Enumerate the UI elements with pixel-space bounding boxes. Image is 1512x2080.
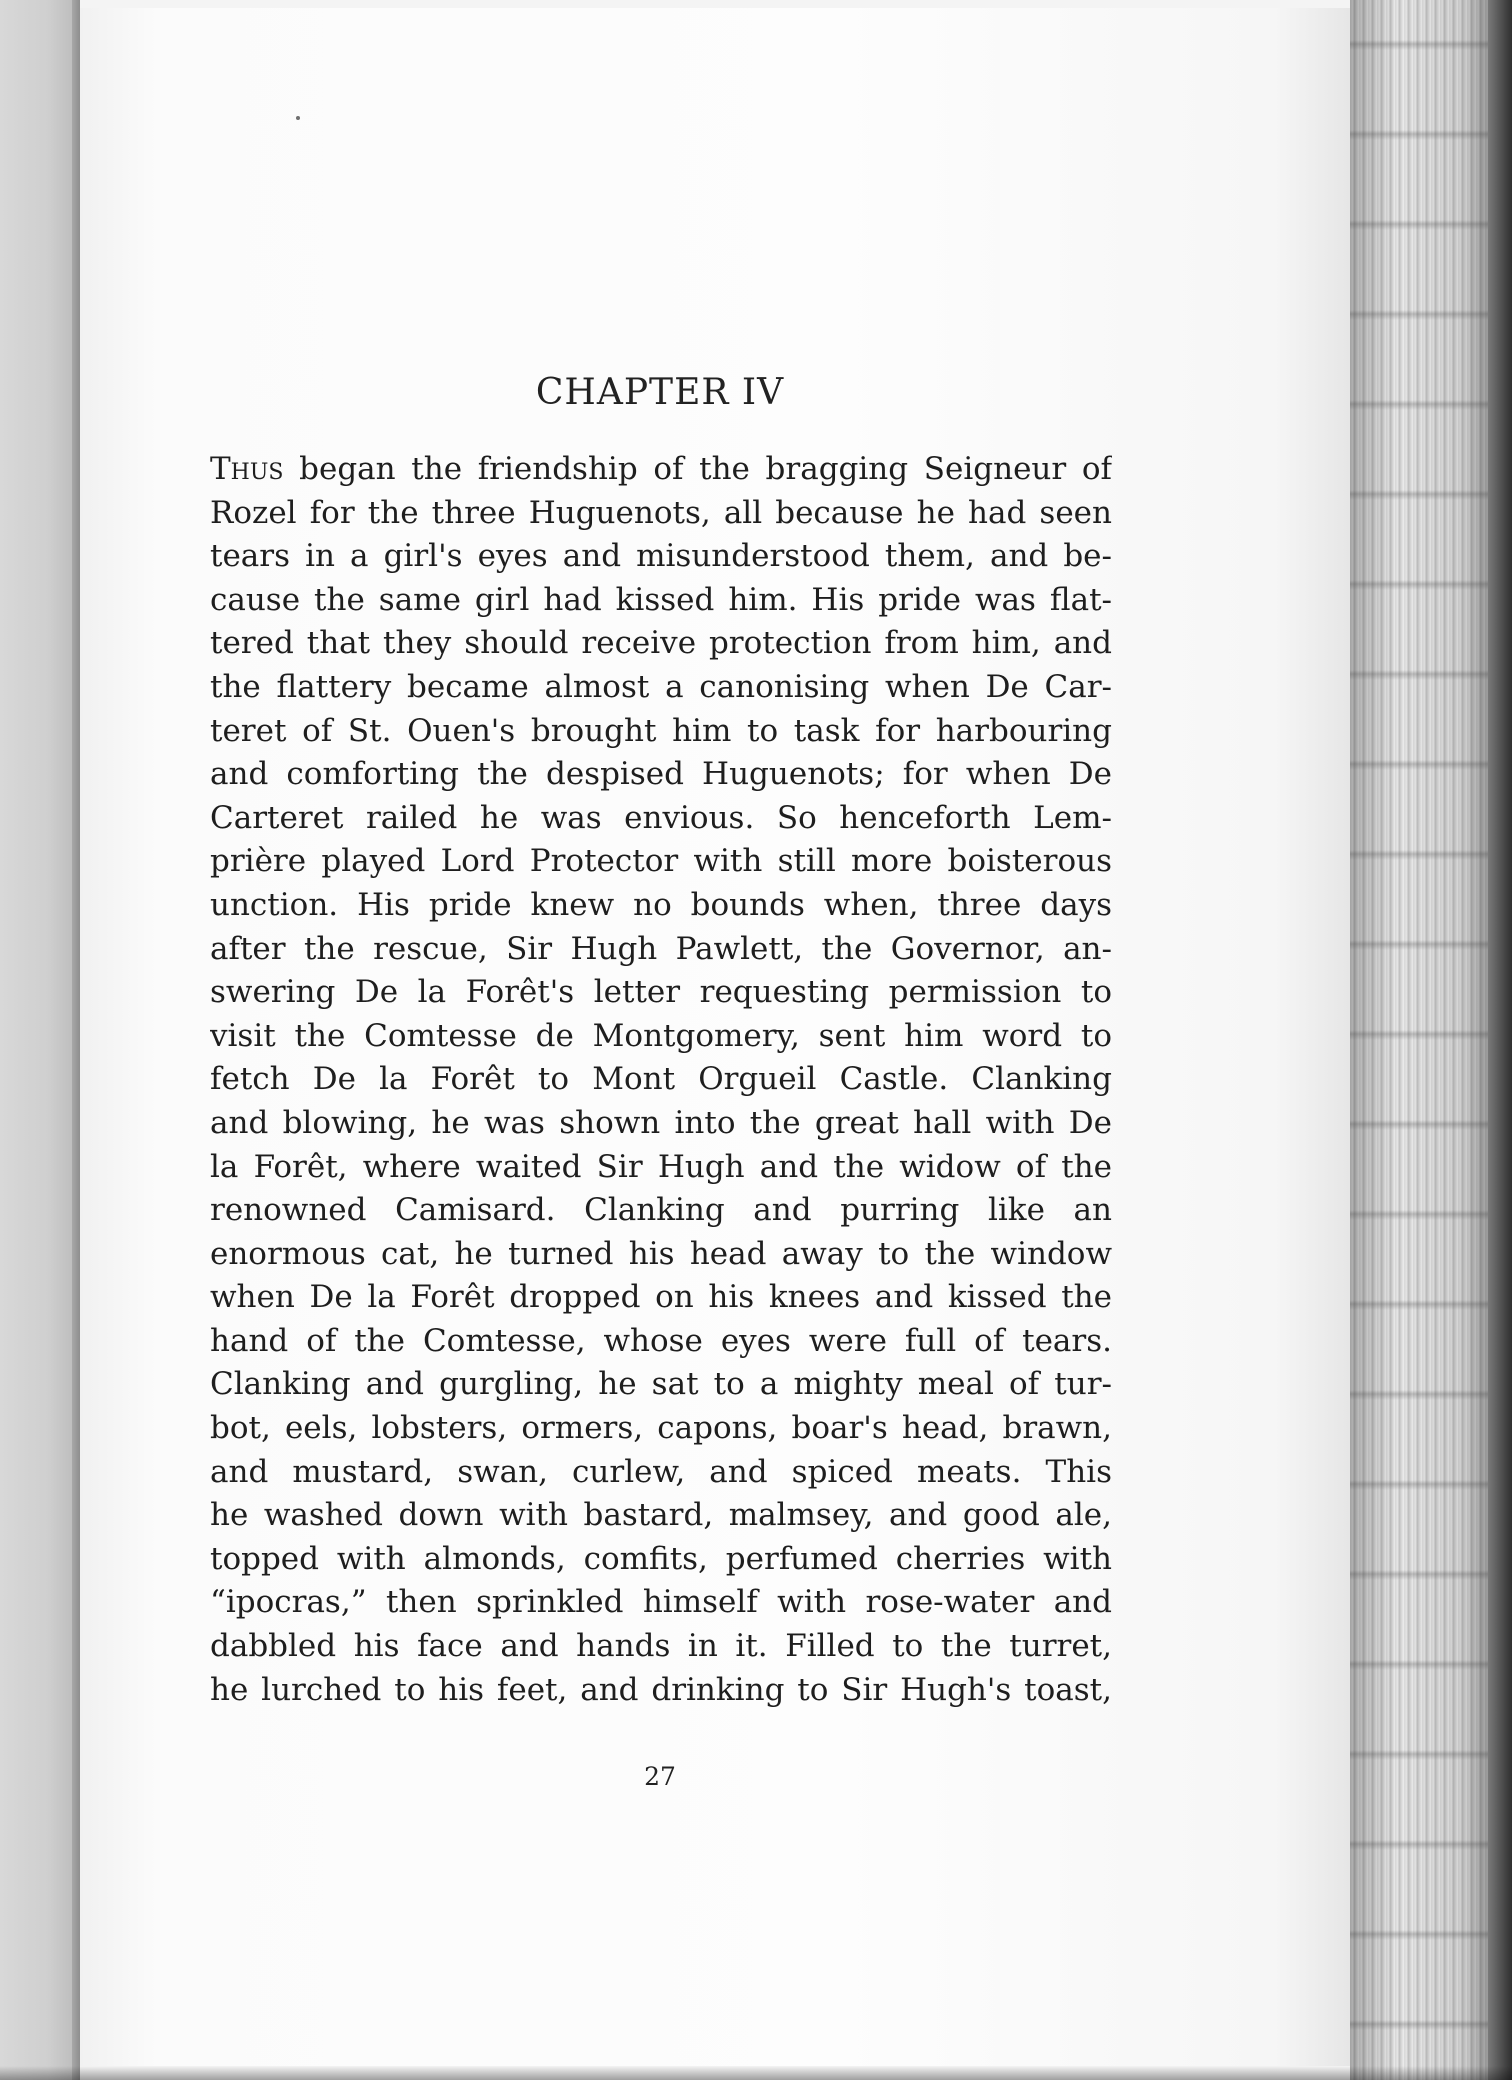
text-line: Clanking and gurgling, he sat to a mighty meal of tur- (210, 1366, 1112, 1403)
text-line: after the rescue, Sir Hugh Pawlett, the Governor, an- (210, 930, 1112, 967)
chapter-title: CHAPTER IV (535, 372, 785, 413)
text-line: visit the Comtesse de Montgomery, sent him word to (210, 1017, 1112, 1054)
first-line-text: began the friendship of the bragging Seigneur of (283, 451, 1112, 487)
text-line: teret of St. Ouen's brought him to task for harbouring (210, 712, 1112, 749)
text-line: tered that they should receive protection from him, and (210, 625, 1112, 662)
page-number: 27 (644, 1762, 676, 1791)
text-line: and mustard, swan, curlew, and spiced meats. This (210, 1453, 1112, 1490)
text-line: unction. His pride knew no bounds when, three days (210, 886, 1112, 923)
bottom-shadow (0, 2066, 1512, 2080)
drop-word: Thus (210, 451, 284, 487)
text-line: swering De la Forêt's letter requesting permission to (210, 974, 1112, 1011)
text-line: prière played Lord Protector with still more boisterous (210, 843, 1112, 880)
text-line: topped with almonds, comfits, perfumed cherries with (210, 1540, 1112, 1577)
text-line: he washed down with bastard, malmsey, and good ale, (210, 1497, 1112, 1534)
text-line: dabbled his face and hands in it. Filled to the turret, (210, 1628, 1112, 1665)
text-line (210, 448, 1112, 492)
text-line: la Forêt, where waited Sir Hugh and the widow of the (210, 1148, 1112, 1185)
book-fore-edge (1350, 0, 1512, 2080)
text-line: renowned Camisard. Clanking and purring like an (210, 1192, 1112, 1229)
text-line: “ipocras,” then sprinkled himself with rose-water and (210, 1584, 1112, 1621)
text-line: Rozel for the three Huguenots, all because he had seen (210, 494, 1112, 531)
text-line: bot, eels, lobsters, ormers, capons, boar's head, brawn, (210, 1410, 1112, 1447)
page-edge-texture (1350, 0, 1512, 2080)
text-line: he lurched to his feet, and drinking to Sir Hugh's toast, (210, 1671, 1112, 1708)
text-line: enormous cat, he turned his head away to the window (210, 1235, 1112, 1272)
text-line: cause the same girl had kissed him. His pride was flat- (210, 581, 1112, 618)
facing-page-edge (0, 0, 80, 2080)
text-line: tears in a girl's eyes and misunderstood them, and be- (210, 538, 1112, 575)
text-line: fetch De la Forêt to Mont Orgueil Castle. Clanking (210, 1061, 1112, 1098)
text-line: and blowing, he was shown into the great hall with De (210, 1104, 1112, 1141)
text-line: when De la Forêt dropped on his knees and kissed the (210, 1279, 1112, 1316)
paper-speck (296, 116, 300, 120)
chapter-body (210, 448, 1112, 1712)
text-line: Carteret railed he was envious. So henceforth Lem- (210, 799, 1112, 836)
text-line: and comforting the despised Huguenots; for when De (210, 756, 1112, 793)
text-line: the flattery became almost a canonising when De Car- (210, 668, 1112, 705)
text-line: hand of the Comtesse, whose eyes were full of tears. (210, 1322, 1112, 1359)
